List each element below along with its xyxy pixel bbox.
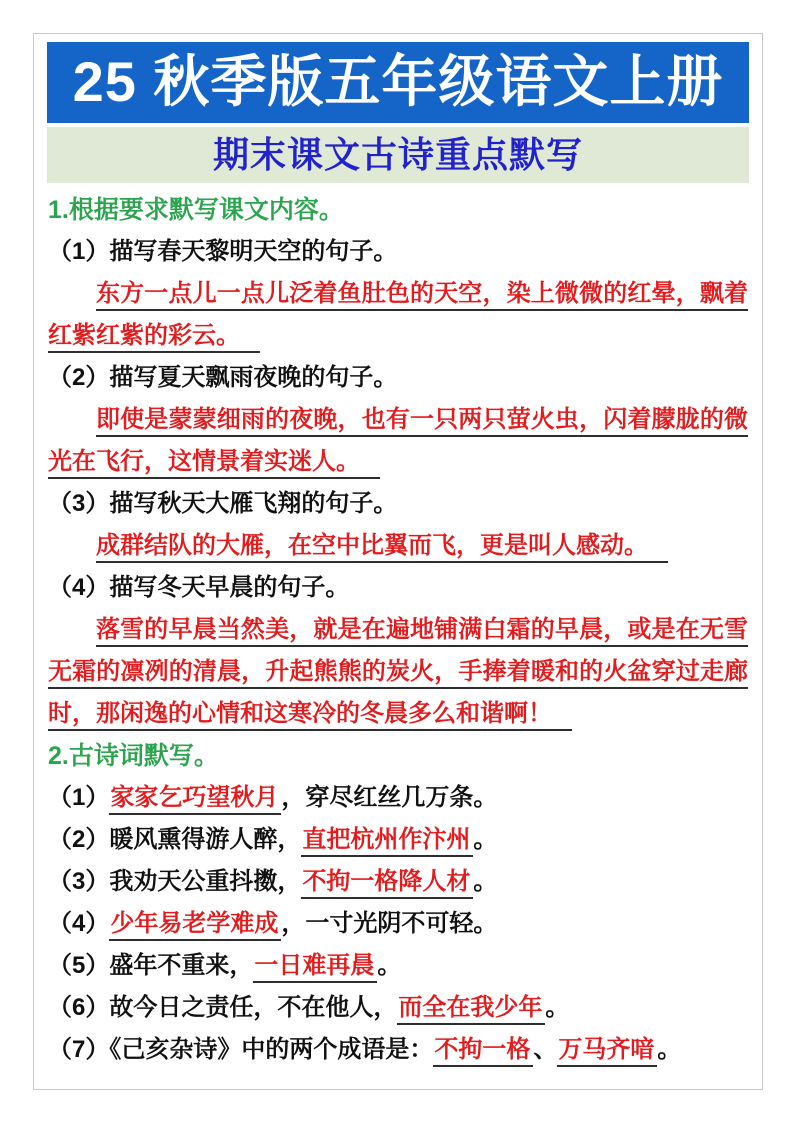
poem-plain-text: （1）: [48, 784, 110, 811]
page-inner: [34, 34, 762, 1071]
poem-answer-text: 万马齐喑: [557, 1036, 657, 1067]
poem-plain-text: 。: [377, 952, 402, 979]
poem-answer-text: 而全在我少年: [397, 994, 545, 1025]
poem-answer-text: 家家乞巧望秋月: [109, 784, 281, 815]
section-1-heading: 1.根据要求默写课文内容。: [48, 196, 344, 224]
question-line: （2）描写夏天飘雨夜晚的句子。: [48, 364, 398, 391]
poem-plain-text: ，一寸光阴不可轻。: [281, 910, 498, 937]
poem-line: [48, 1029, 748, 1071]
poem-answer-text: 直把杭州作汴州: [301, 826, 473, 857]
subtitle-banner: [47, 127, 749, 183]
poem-plain-text: （2）暖风熏得游人醉，: [48, 826, 302, 853]
poem-plain-text: ，穿尽红丝几万条。: [281, 784, 498, 811]
section-2-heading: 2.古诗词默写。: [48, 742, 219, 770]
section-coursework: [48, 189, 748, 735]
page-title: 25 秋季版五年级语文上册: [72, 50, 724, 113]
poem-line: [48, 777, 748, 819]
poem-plain-text: （7）《己亥杂诗》中的两个成语是：: [48, 1036, 434, 1063]
poem-line: [48, 903, 748, 945]
coursework-item: [48, 483, 748, 567]
answer-text: 即使是蒙蒙细雨的夜晚，也有一只两只萤火虫，闪着朦胧的微光在飞行，这情景着实迷人。: [48, 406, 748, 479]
poem-line: [48, 987, 748, 1029]
page-subtitle: 期末课文古诗重点默写: [212, 134, 583, 175]
poem-answer-text: 不拘一格: [433, 1036, 533, 1067]
poem-answer-text: 一日难再晨: [253, 952, 377, 983]
answer-paragraph: [48, 609, 748, 735]
coursework-item: [48, 357, 748, 483]
worksheet-content: [48, 189, 748, 1071]
question-line: （3）描写秋天大雁飞翔的句子。: [48, 490, 398, 517]
poem-plain-text: 。: [473, 826, 498, 853]
poem-plain-text: 。: [545, 994, 570, 1021]
poem-line: [48, 945, 748, 987]
question-line: （4）描写冬天早晨的句子。: [48, 574, 350, 601]
poem-plain-text: 。: [473, 868, 498, 895]
poem-plain-text: （3）我劝天公重抖擞，: [48, 868, 302, 895]
poem-line: [48, 819, 748, 861]
coursework-item: [48, 231, 748, 357]
poem-plain-text: （6）故今日之责任，不在他人，: [48, 994, 398, 1021]
poem-plain-text: 、: [533, 1036, 558, 1063]
poem-plain-text: 。: [657, 1036, 682, 1063]
poem-answer-text: 不拘一格降人材: [301, 868, 473, 899]
answer-paragraph: [48, 525, 748, 567]
section-poems: [48, 735, 748, 1071]
answer-text: 落雪的早晨当然美，就是在遍地铺满白霜的早晨，或是在无雪无霜的凛冽的清晨，升起熊熊的炭火，手捧着暖和的火盆穿过走廊时，那闲逸的心情和这寒冷的冬晨多么和谐啊！: [48, 616, 748, 731]
answer-paragraph: [48, 399, 748, 483]
poem-line: [48, 861, 748, 903]
answer-text: 成群结队的大雁，在空中比翼而飞，更是叫人感动。: [96, 532, 668, 563]
poem-plain-text: （4）: [48, 910, 110, 937]
question-line: （1）描写春天黎明天空的句子。: [48, 238, 398, 265]
title-banner: [47, 42, 749, 123]
poem-plain-text: （5）盛年不重来，: [48, 952, 254, 979]
worksheet-page: [33, 33, 763, 1090]
coursework-item: [48, 567, 748, 735]
answer-text: 东方一点儿一点儿泛着鱼肚色的天空，染上微微的红晕，飘着红紫红紫的彩云。: [48, 280, 748, 353]
answer-paragraph: [48, 273, 748, 357]
poem-answer-text: 少年易老学难成: [109, 910, 281, 941]
